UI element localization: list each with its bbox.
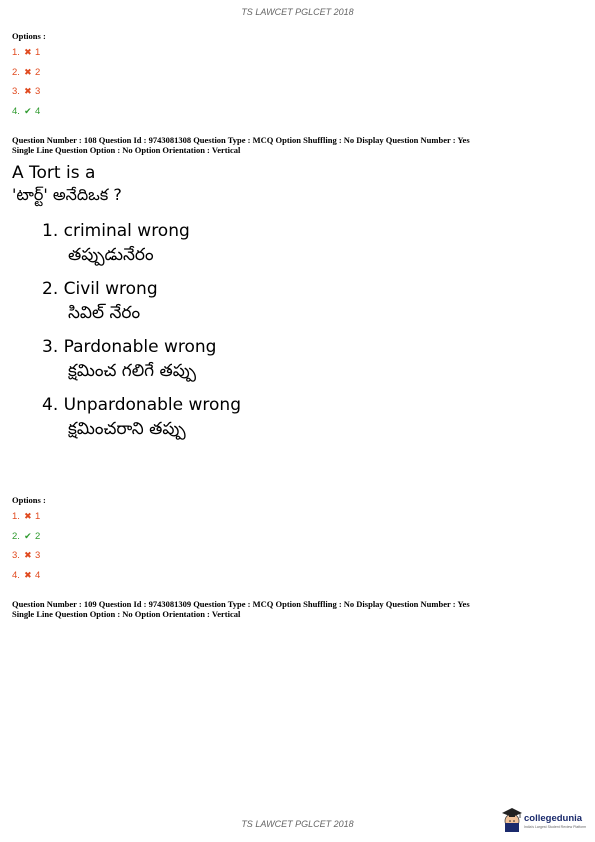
- options-title: Options :: [12, 31, 46, 41]
- logo-tagline: India's Largest Student Review Platform: [524, 825, 587, 829]
- choice-2: [42, 278, 312, 326]
- page-header: TS LAWCET PGLCET 2018: [241, 7, 354, 17]
- cross-icon: ✖: [24, 550, 32, 560]
- option-row: [12, 65, 46, 85]
- option-value: 4: [34, 105, 41, 117]
- choice-3: [42, 336, 312, 384]
- option-row: [12, 529, 46, 549]
- option-row: [12, 84, 46, 104]
- question-text-english: A Tort is a: [12, 163, 96, 183]
- question-meta-line: Single Line Question Option : No Option Orientation : Vertical: [12, 145, 241, 155]
- option-number: 1.: [12, 47, 20, 58]
- question-meta-108: [12, 135, 587, 155]
- cross-icon: ✖: [24, 511, 32, 521]
- choice-telugu: సివిల్ నేరం: [68, 303, 141, 323]
- option-number: 3.: [12, 550, 20, 561]
- cross-icon: ✖: [24, 47, 32, 57]
- choice-english: 3. Pardonable wrong: [42, 337, 217, 357]
- graduate-mascot-icon: [501, 806, 523, 832]
- choice-telugu: తప్పుడునేరం: [68, 245, 154, 265]
- question-meta-line: Single Line Question Option : No Option Orientation : Vertical: [12, 609, 241, 619]
- choice-english: 4. Unpardonable wrong: [42, 395, 241, 415]
- option-number: 1.: [12, 511, 20, 522]
- option-number: 3.: [12, 86, 20, 97]
- option-number: 4.: [12, 105, 20, 117]
- option-value: 1: [34, 47, 41, 58]
- option-row: [12, 104, 46, 124]
- cross-icon: ✖: [24, 569, 32, 580]
- choice-4: [42, 394, 312, 442]
- question-text-telugu: 'టార్ట్' అనేదిఒక ?: [12, 185, 122, 204]
- option-row: [12, 45, 46, 65]
- option-value: 4: [34, 569, 41, 581]
- options-title: Options :: [12, 495, 46, 505]
- option-row: [12, 509, 46, 529]
- option-number: 2.: [12, 530, 20, 542]
- collegedunia-logo: [501, 806, 593, 834]
- question-meta-line: Question Number : 108 Question Id : 9743081308 Question Type : MCQ Option Shuffling : No Display Question Number : Yes: [12, 135, 470, 145]
- option-value: 2: [34, 530, 41, 542]
- choice-telugu: క్షమించ గలిగే తప్పు: [68, 361, 197, 381]
- logo-wordmark: collegedunia: [524, 813, 583, 824]
- option-row: [12, 568, 46, 588]
- page-footer: TS LAWCET PGLCET 2018: [241, 819, 354, 829]
- choice-english: 2. Civil wrong: [42, 279, 158, 299]
- question-meta-line: Question Number : 109 Question Id : 9743081309 Question Type : MCQ Option Shuffling : No Display Question Number : Yes: [12, 599, 470, 609]
- question-meta-109: [12, 599, 587, 619]
- option-value: 3: [34, 550, 41, 561]
- option-value: 3: [34, 86, 41, 97]
- question-content-108: [12, 162, 312, 442]
- options-block-2: [12, 495, 46, 587]
- cross-icon: ✖: [24, 86, 32, 96]
- choice-english: 1. criminal wrong: [42, 221, 190, 241]
- option-number: 4.: [12, 569, 20, 581]
- option-value: 1: [34, 511, 41, 522]
- choice-1: [42, 220, 312, 268]
- options-block-1: [12, 31, 46, 123]
- option-value: 2: [34, 66, 41, 78]
- cross-icon: ✖: [24, 66, 32, 77]
- option-row: [12, 548, 46, 568]
- option-number: 2.: [12, 66, 20, 78]
- check-icon: ✔: [24, 530, 32, 541]
- choice-telugu: క్షమించరాని తప్పు: [68, 419, 186, 439]
- check-icon: ✔: [24, 105, 32, 116]
